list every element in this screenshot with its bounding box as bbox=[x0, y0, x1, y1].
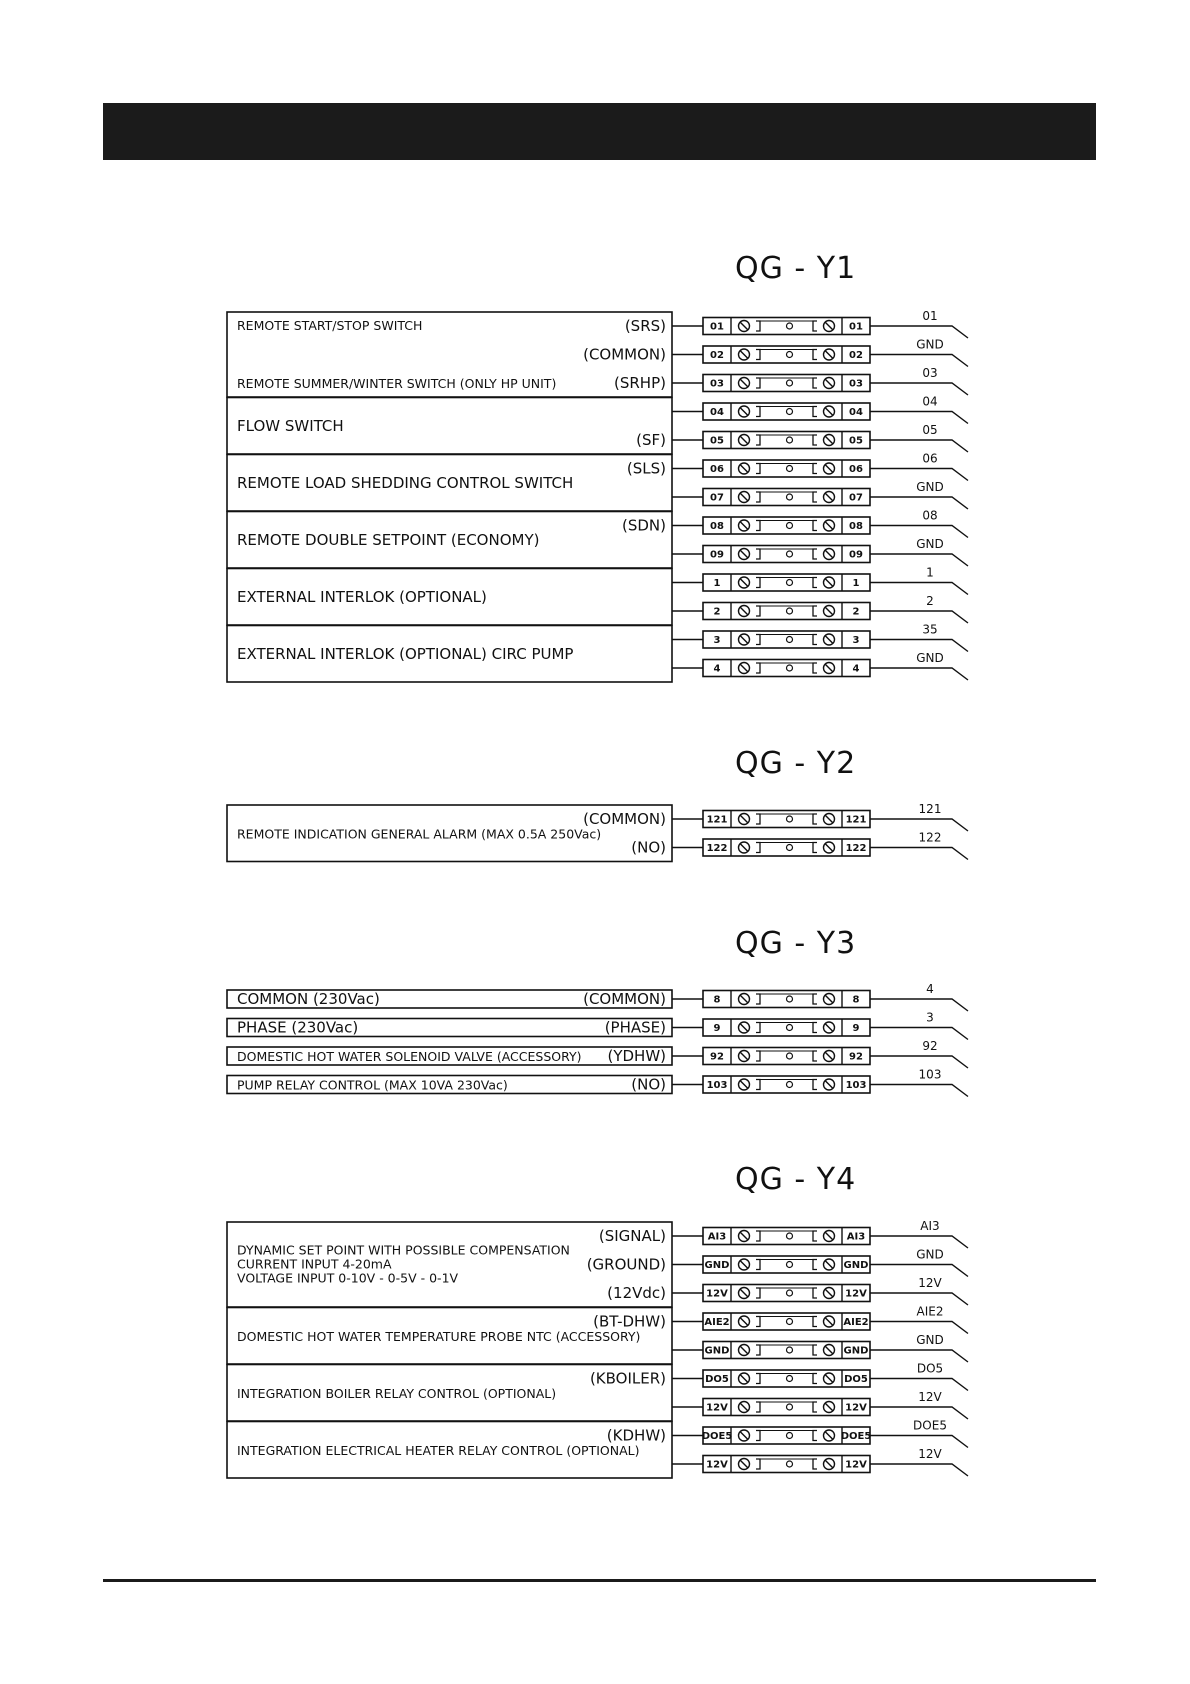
contact-icon bbox=[787, 845, 793, 851]
contact-icon bbox=[787, 494, 793, 500]
terminal-number: 03 bbox=[849, 378, 863, 390]
contact-icon bbox=[787, 1025, 793, 1031]
terminal-number: AIE2 bbox=[704, 1317, 730, 1328]
device-label: INTEGRATION ELECTRICAL HEATER RELAY CONTROL (OPTIONAL) bbox=[237, 1442, 640, 1458]
terminal-number: DOE5 bbox=[840, 1431, 872, 1442]
terminal-number: GND bbox=[704, 1345, 730, 1357]
wiring-group bbox=[227, 982, 968, 1011]
wire bbox=[870, 1407, 968, 1419]
wiring-group bbox=[227, 309, 968, 397]
terminal-number: 1 bbox=[852, 578, 860, 589]
signal-label: (KDHW) bbox=[606, 1426, 666, 1445]
wire-label: 122 bbox=[918, 830, 942, 845]
device-label: EXTERNAL INTERLOK (OPTIONAL) bbox=[237, 587, 487, 606]
signal-label: (BT-DHW) bbox=[593, 1312, 666, 1331]
terminal-number: 09 bbox=[710, 549, 724, 561]
wire bbox=[870, 526, 968, 538]
device-label: PUMP RELAY CONTROL (MAX 10VA 230Vac) bbox=[237, 1077, 508, 1093]
wire-label: 05 bbox=[922, 423, 938, 437]
wire-label: 3 bbox=[926, 1010, 934, 1025]
device-label: DOMESTIC HOT WATER TEMPERATURE PROBE NTC (ACCESSORY) bbox=[237, 1328, 641, 1344]
terminal-number: AI3 bbox=[707, 1231, 727, 1243]
wiring-group bbox=[227, 1039, 968, 1068]
wire-label: DOE5 bbox=[913, 1418, 947, 1433]
wire bbox=[870, 611, 968, 623]
wiring-group bbox=[227, 1219, 968, 1307]
terminal-number: GND bbox=[843, 1260, 869, 1271]
terminal-number: 103 bbox=[706, 1080, 728, 1091]
wire bbox=[870, 668, 968, 680]
signal-label: (COMMON) bbox=[583, 345, 666, 364]
terminal-number: 09 bbox=[849, 549, 863, 561]
wire-label: 103 bbox=[918, 1067, 942, 1082]
contact-icon bbox=[787, 409, 793, 415]
wire-label: 01 bbox=[922, 309, 938, 323]
terminal-number: 01 bbox=[710, 321, 724, 333]
wiring-group bbox=[227, 509, 968, 569]
device-label: CURRENT INPUT 4-20mA bbox=[237, 1256, 392, 1272]
wire bbox=[870, 583, 968, 595]
contact-icon bbox=[787, 580, 793, 586]
device-label: VOLTAGE INPUT 0-10V - 0-5V - 0-1V bbox=[237, 1270, 459, 1286]
signal-label: (COMMON) bbox=[583, 990, 666, 1008]
device-label: COMMON (230Vac) bbox=[237, 990, 380, 1008]
contact-icon bbox=[787, 380, 793, 386]
terminal-number: 92 bbox=[849, 1051, 863, 1063]
contact-icon bbox=[787, 1262, 793, 1268]
terminal-number: 01 bbox=[849, 321, 863, 333]
terminal-number: DOE5 bbox=[701, 1431, 733, 1442]
wire-label: 4 bbox=[926, 982, 934, 996]
terminal-number: 12V bbox=[706, 1402, 728, 1414]
terminal-number: AIE2 bbox=[843, 1317, 869, 1328]
contact-icon bbox=[787, 1082, 793, 1088]
wire-label: GND bbox=[916, 537, 944, 551]
terminal-number: 05 bbox=[849, 435, 863, 447]
section-title: QG - Y4 bbox=[735, 1162, 857, 1197]
wire bbox=[870, 1436, 968, 1448]
terminal-number: 2 bbox=[852, 606, 860, 618]
section-3 bbox=[227, 926, 968, 1097]
contact-icon bbox=[787, 608, 793, 614]
wiring-group bbox=[227, 395, 968, 455]
wire bbox=[870, 1464, 968, 1476]
contact-icon bbox=[787, 323, 793, 329]
wire bbox=[870, 1265, 968, 1277]
contact-icon bbox=[787, 996, 793, 1002]
wire-label: 121 bbox=[918, 802, 942, 816]
wire bbox=[870, 1379, 968, 1391]
terminal-number: 12V bbox=[845, 1459, 867, 1471]
wire-label: 2 bbox=[926, 594, 934, 608]
terminal-number: 12V bbox=[845, 1402, 867, 1414]
terminal-number: 03 bbox=[710, 378, 724, 390]
terminal-number: DO5 bbox=[844, 1374, 868, 1385]
terminal-number: 121 bbox=[845, 814, 867, 826]
wire-label: 08 bbox=[922, 508, 938, 523]
terminal-number: 04 bbox=[849, 407, 863, 418]
wire bbox=[870, 1085, 968, 1097]
wire-label: 1 bbox=[926, 565, 934, 580]
terminal-number: 9 bbox=[713, 1023, 721, 1034]
section-title: QG - Y1 bbox=[735, 251, 857, 286]
terminal-number: 07 bbox=[849, 492, 863, 504]
contact-icon bbox=[787, 523, 793, 529]
wire bbox=[870, 1322, 968, 1334]
terminal-number: 3 bbox=[713, 635, 721, 646]
signal-label: (SRS) bbox=[624, 317, 666, 335]
terminal-number: GND bbox=[704, 1260, 730, 1271]
footer-rule bbox=[103, 1579, 1096, 1582]
wire bbox=[870, 1350, 968, 1362]
contact-icon bbox=[787, 1347, 793, 1353]
contact-icon bbox=[787, 1233, 793, 1239]
contact-icon bbox=[787, 637, 793, 643]
device-label: FLOW SWITCH bbox=[237, 416, 344, 435]
contact-icon bbox=[787, 437, 793, 443]
signal-label: (GROUND) bbox=[586, 1255, 666, 1274]
wire bbox=[870, 326, 968, 338]
wire-label: AI3 bbox=[920, 1219, 940, 1233]
terminal-number: 02 bbox=[849, 350, 863, 361]
terminal-number: 8 bbox=[713, 994, 721, 1006]
terminal-number: GND bbox=[843, 1345, 869, 1357]
device-label: INTEGRATION BOILER RELAY CONTROL (OPTIONAL) bbox=[237, 1385, 557, 1401]
terminal-number: 92 bbox=[710, 1051, 724, 1063]
wire bbox=[870, 848, 968, 860]
wire bbox=[870, 640, 968, 652]
signal-label: (SLS) bbox=[626, 459, 666, 478]
wire-label: GND bbox=[916, 337, 944, 352]
section-1 bbox=[227, 251, 968, 682]
terminal-number: 12V bbox=[845, 1288, 867, 1300]
wiring-group bbox=[227, 452, 968, 512]
terminal-number: 8 bbox=[852, 994, 860, 1006]
section-title: QG - Y2 bbox=[735, 746, 857, 781]
signal-label: (SIGNAL) bbox=[598, 1227, 666, 1245]
wire bbox=[870, 1056, 968, 1068]
terminal-number: 06 bbox=[849, 464, 863, 475]
section-2 bbox=[227, 746, 968, 862]
wire-label: AIE2 bbox=[916, 1304, 944, 1319]
contact-icon bbox=[787, 816, 793, 822]
wire-label: GND bbox=[916, 1333, 944, 1347]
terminal-number: 122 bbox=[845, 843, 867, 854]
terminal-number: 9 bbox=[852, 1023, 860, 1034]
device-label: REMOTE LOAD SHEDDING CONTROL SWITCH bbox=[237, 473, 574, 492]
contact-icon bbox=[787, 1319, 793, 1325]
wire bbox=[870, 412, 968, 424]
terminal-number: 121 bbox=[706, 814, 728, 826]
device-label: REMOTE INDICATION GENERAL ALARM (MAX 0.5A 250Vac) bbox=[237, 826, 602, 842]
terminal-number: 4 bbox=[713, 663, 721, 675]
signal-label: (YDHW) bbox=[607, 1047, 666, 1065]
terminal-number: 12V bbox=[706, 1288, 728, 1300]
wiring-group bbox=[227, 1362, 968, 1422]
wire-label: 06 bbox=[922, 451, 938, 466]
wiring-group bbox=[227, 1305, 968, 1365]
wire-label: 92 bbox=[922, 1039, 938, 1053]
contact-icon bbox=[787, 1433, 793, 1439]
signal-label: (SDN) bbox=[622, 516, 666, 535]
wiring-group bbox=[227, 1419, 968, 1479]
wire-label: 03 bbox=[922, 366, 938, 380]
signal-label: (NO) bbox=[631, 838, 666, 857]
signal-label: (NO) bbox=[631, 1075, 666, 1094]
contact-icon bbox=[787, 1053, 793, 1059]
wire-label: 12V bbox=[918, 1447, 942, 1461]
terminal-number: 2 bbox=[713, 606, 721, 618]
contact-icon bbox=[787, 1376, 793, 1382]
device-label: REMOTE DOUBLE SETPOINT (ECONOMY) bbox=[237, 530, 540, 549]
device-label: PHASE (230Vac) bbox=[237, 1018, 359, 1037]
device-label: REMOTE START/STOP SWITCH bbox=[237, 318, 423, 333]
wire-label: 12V bbox=[918, 1390, 942, 1404]
section-title: QG - Y3 bbox=[735, 926, 857, 961]
wire-label: 04 bbox=[922, 394, 938, 409]
wire bbox=[870, 1236, 968, 1248]
terminal-number: 06 bbox=[710, 464, 724, 475]
device-label: REMOTE SUMMER/WINTER SWITCH (ONLY HP UNIT) bbox=[237, 376, 557, 391]
wiring-group bbox=[227, 566, 968, 626]
wire bbox=[870, 355, 968, 367]
signal-label: (SF) bbox=[636, 431, 666, 449]
wire bbox=[870, 1293, 968, 1305]
terminal-number: 07 bbox=[710, 492, 724, 504]
contact-icon bbox=[787, 1404, 793, 1410]
wire bbox=[870, 497, 968, 509]
wire bbox=[870, 440, 968, 452]
section-4 bbox=[227, 1162, 968, 1478]
wire bbox=[870, 383, 968, 395]
terminal-number: 103 bbox=[845, 1080, 867, 1091]
wire-label: DO5 bbox=[916, 1361, 944, 1376]
wire-label: GND bbox=[916, 1247, 944, 1262]
device-label: DOMESTIC HOT WATER SOLENOID VALVE (ACCESSORY) bbox=[237, 1049, 582, 1064]
signal-label: (COMMON) bbox=[583, 810, 666, 828]
signal-label: (PHASE) bbox=[604, 1018, 666, 1037]
wire bbox=[870, 554, 968, 566]
signal-label: (SRHP) bbox=[614, 374, 666, 392]
contact-icon bbox=[787, 1290, 793, 1296]
signal-label: (KBOILER) bbox=[589, 1369, 666, 1388]
device-label: DYNAMIC SET POINT WITH POSSIBLE COMPENSATION bbox=[237, 1242, 570, 1258]
terminal-number: 05 bbox=[710, 435, 724, 447]
wiring-group bbox=[227, 623, 968, 683]
terminal-number: 12V bbox=[706, 1459, 728, 1471]
wire-label: 12V bbox=[918, 1276, 942, 1290]
device-label: EXTERNAL INTERLOK (OPTIONAL) CIRC PUMP bbox=[237, 644, 574, 663]
contact-icon bbox=[787, 466, 793, 472]
terminal-number: 08 bbox=[710, 521, 724, 532]
terminal-number: 4 bbox=[852, 663, 860, 675]
wire bbox=[870, 1028, 968, 1040]
contact-icon bbox=[787, 352, 793, 358]
contact-icon bbox=[787, 551, 793, 557]
wiring-group bbox=[227, 1011, 968, 1040]
terminal-number: 04 bbox=[710, 407, 724, 418]
terminal-number: 1 bbox=[713, 578, 721, 589]
wire bbox=[870, 999, 968, 1011]
contact-icon bbox=[787, 665, 793, 671]
wire-label: GND bbox=[916, 480, 944, 494]
terminal-number: 08 bbox=[849, 521, 863, 532]
wire-label: 35 bbox=[922, 622, 938, 637]
wire bbox=[870, 469, 968, 481]
signal-label: (12Vdc) bbox=[607, 1284, 666, 1302]
terminal-number: DO5 bbox=[705, 1374, 729, 1385]
contact-icon bbox=[787, 1461, 793, 1467]
terminal-number: 02 bbox=[710, 350, 724, 361]
wiring-group bbox=[227, 1068, 968, 1097]
terminal-number: AI3 bbox=[846, 1231, 866, 1243]
terminal-number: 122 bbox=[706, 843, 728, 854]
wire bbox=[870, 819, 968, 831]
terminal-number: 3 bbox=[852, 635, 860, 646]
wire-label: GND bbox=[916, 651, 944, 665]
wiring-group bbox=[227, 802, 968, 862]
